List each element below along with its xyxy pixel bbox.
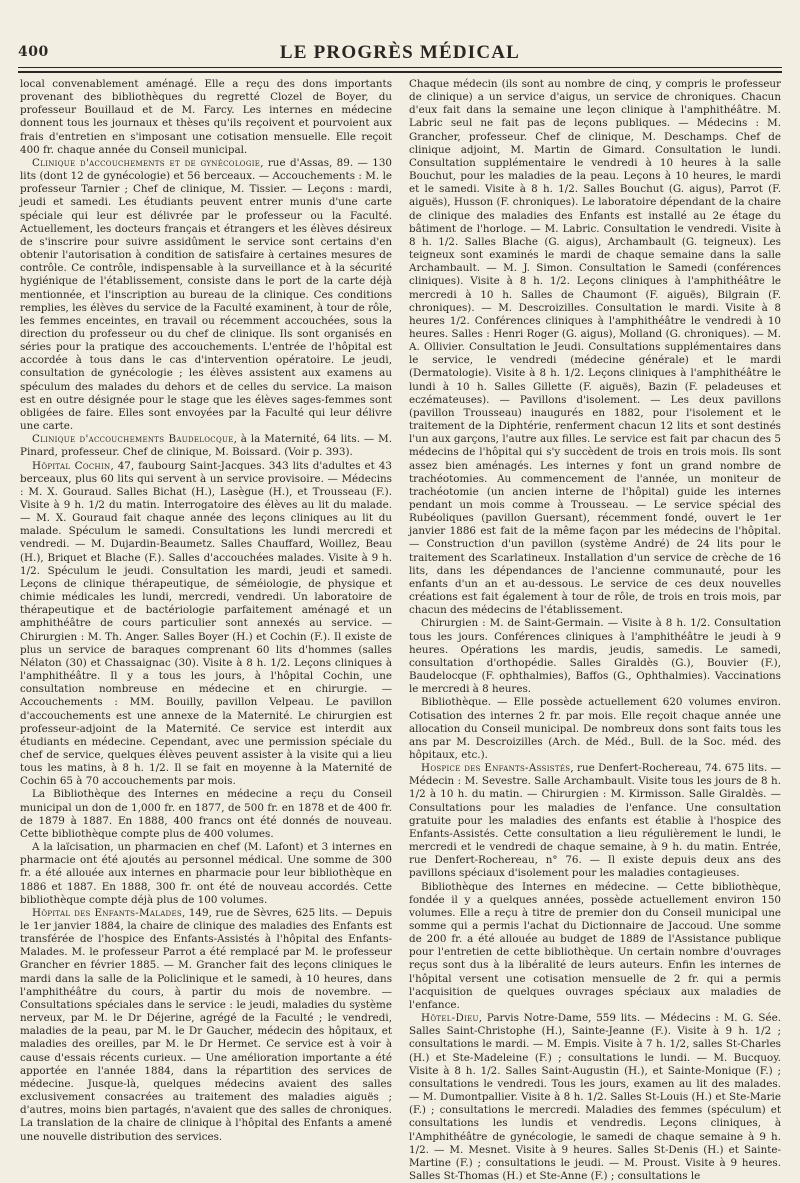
paragraph — [20, 907, 392, 1144]
paragraph — [409, 1012, 781, 1183]
paragraph-text: , à la Maternité, 64 lits. — M. Pinard, professeur. Chef de clinique, M. Boissard. (Voir p. 393). — [20, 433, 392, 459]
paragraph-text: , Parvis Notre-Dame, 559 lits. — Médecins : M. G. Sée. Salles Saint-Christophe (H.), Sainte-Jeanne (F.). Visite à 9 h. 1/2 ; consultations le mardi. — M. Empis. Visite à 7 h. 1/2, salles St-Charles (H.) et Ste-Madeleine (F.) ; consultations le lundi. — M. Bucquoy. Visite à 8 h. 1/2. Salles Saint-Augustin (H.), et Sainte-Monique (F.) ; consultations le vendredi. Tous les jours, examen au lit des malades. — M. Dumontpallier. Visite à 8 h. 1/2. Salles St-Louis (H.) et Ste-Marie (F.) ; consultations le mercredi. Maladies des femmes (spéculum) et consultations les lundis et vendredis. Leçons cliniques, à l'Amphithéâtre de gynécologie, le samedi de chaque semaine à 9 h. 1/2. — M. Mesnet. Visite à 9 heures. Salles St-Denis (H.) et Sainte-Martine (F.) ; consultations le jeudi. — M. Proust. Visite à 9 heures. Salles St-Thomas (H.) et Ste-Anne (F.) ; consultations le — [409, 1012, 781, 1182]
section-heading: Clinique d'accouchements et de gynécologie — [32, 156, 261, 169]
paragraph-text: La Bibliothèque des Internes en médecine a reçu du Conseil municipal un don de 1,000 fr. en 1877, de 500 fr. en 1878 et de 400 fr. de 1879 à 1887. En 1888, 400 francs ont été donnés de nouveau. Cette bibliothèque compte plus de 400 volumes. — [20, 788, 392, 840]
paragraph — [409, 881, 781, 1013]
header-rule-thin — [18, 67, 782, 68]
paragraph-text: Bibliothèque. — Elle possède actuellement 620 volumes environ. Cotisation des internes 2 fr. par mois. Elle reçoit chaque année une allocation du Conseil municipal. De nombreux dons sont faits tous les ans par M. Descroizilles (Arch. de Méd., Bull. de la Soc. méd. des hôpitaux, etc.). — [409, 696, 781, 761]
left-column — [20, 78, 392, 1172]
paragraph — [409, 78, 781, 617]
paragraph-text: , 149, rue de Sèvres, 625 lits. — Depuis le 1er janvier 1884, la chaire de clinique des maladies des Enfants est transférée de l'hospice des Enfants-Assistés à l'hôpital des Enfants-Malades. M. le professeur Parrot a été remplacé par M. le professeur Grancher en février 1885. — M. Grancher fait des leçons cliniques le mardi dans la salle de la Policlinique et le samedi, à 10 heures, dans l'amphithéâtre du cours, à partir du mois de novembre. — Consultations spéciales dans le service : le jeudi, maladies du système nerveux, par M. le Dr Déjerine, agrégé de la Faculté ; le vendredi, maladies de la peau, par M. le Dr Gaucher, médecin des hôpitaux, et maladies des oreilles, par M. le Dr Hermet. Ce service est à voir à cause d'essais récents curieux. — Une amélioration importante a été apportée en l'année 1884, dans la répartition des services de médecine. Jusque-là, quelques médecins avaient des salles exclusivement consacrées au traitement des maladies aiguës ; d'autres, moins bien partagés, n'avaient que des salles de chroniques. La translation de la chaire de clinique à l'hôpital des Enfants a amené une nouvelle distribution des services. — [20, 906, 392, 1143]
section-heading: Hospice des Enfants-Assistés — [421, 762, 571, 775]
paragraph — [409, 696, 781, 762]
paragraph — [20, 433, 392, 459]
paragraph — [20, 460, 392, 789]
paragraph-text: local convenablement aménagé. Elle a reçu des dons importants provenant des bibliothèques du regretté Clozel de Boyer, du professeur Bouillaud et de M. Farcy. Les internes en médecine donnent tous les journaux et thèses qu'ils reçoivent et pourvoient aux frais d'entretien en s'imposant une cotisation mensuelle. Elle reçoit 400 fr. chaque année du Conseil municipal. — [20, 78, 392, 156]
header-rule-thick — [18, 71, 782, 73]
paragraph-text: Chaque médecin (ils sont au nombre de cinq, y compris le professeur de clinique) a un service d'aigus, un service de chroniques. Chacun d'eux fait dans la semaine une leçon clinique à l'amphithéâtre. M. Labric seul ne fait pas de leçons publiques. — Médecins : M. Grancher, professeur. Chef de clinique, M. Deschamps. Chef de clinique adjoint, M. Martin de Gimard. Consultation le lundi. Consultation supplémentaire le vendredi à 10 heures à la salle Bouchut, pour les maladies de la peau. Leçons à 10 heures, le mardi et le samedi. Visite à 8 h. 1/2. Salles Bouchut (G. aigus), Parrot (F. aiguës), Husson (F. chroniques). Le laboratoire dépendant de la chaire de clinique des maladies des Enfants est installé au 2e étage du bâtiment de l'horloge. — M. Labric. Consultation le vendredi. Visite à 8 h. 1/2. Salles Blache (G. aigus), Archambault (G. teigneux). Les teigneux sont examinés le mardi de chaque semaine dans la salle Archambault. — M. J. Simon. Consultation le Samedi (conférences cliniques). Visite à 8 h. 1/2. Leçons cliniques à l'amphithéâtre le mercredi à 10 h. Salles de Chaumont (F. aiguës), Bilgrain (F. chroniques). — M. Descroizilles. Consultation le mardi. Visite à 8 heures 1/2. Conférences cliniques à l'amphithéâtre le vendredi à 10 heures. Salles : Henri Roger (G. aigus), Molland (G. chroniques). — M. A. Ollivier. Consultation le Jeudi. Consultations supplémentaires dans le service, le vendredi (médecine générale) et le mardi (Dermatologie). Visite à 8 h. 1/2. Leçons cliniques à l'amphithéâtre le lundi à 10 h. Salles Gillette (F. aiguës), Bazin (F. peladeuses et eczémateuses). — Pavillons d'isolement. — Les deux pavillons (pavillon Trousseau) inaugurés en 1882, pour l'isolement et le traitement de la Diphtérie, renferment chacun 12 lits et sont destinés l'un aux garçons, l'autre aux filles. Le service est fait par chacun des 5 médecins de l'hôpital qui s'y succèdent de trois en trois mois. Ils sont assez bien aménagés. Les internes y font un grand nombre de trachéotomies. Au commencement de l'année, un moniteur de trachéotomie (un ancien interne de l'hôpital) guide les internes pendant un mois comme à Trousseau. — Le service spécial des Rubéoliques (pavillon Guersant), récemment fondé, ouvert le 1er janvier 1886 est fait de la même façon par les médecins de l'hôpital. — Construction d'un pavillon (système André) de 24 lits pour le traitement des Scarlatineux. Installation d'un service de crèche de 16 lits, dans les dépendances de l'ancienne communauté, pour les enfants d'un an et au-dessous. Le service de ces deux nouvelles créations est fait également à tour de rôle, de trois en trois mois, par chacun des médecins de l'établissement. — [409, 78, 781, 617]
section-heading: Hôpital des Enfants-Malades — [32, 906, 182, 919]
paragraph-text: , rue Denfert-Rochereau, 74. 675 lits. — Médecin : M. Sevestre. Salle Archambault. Visite tous les jours de 8 h. 1/2 à 10 h. du matin. — Chirurgien : M. Kirmisson. Salle Giraldès. — Consultations pour les maladies de l'enfance. Une consultation gratuite pour les maladies des enfants est établie à l'hospice des Enfants-Assistés. Cette consultation a lieu régulièrement le lundi, le mercredi et le vendredi de chaque semaine, à 9 h. du matin. Entrée, rue Denfert-Rochereau, n° 76. — Il existe depuis deux ans des pavillons spéciaux d'isolement pour les maladies contagieuses. — [409, 762, 781, 880]
page-number: 400 — [18, 44, 49, 60]
right-column — [409, 78, 781, 1182]
paragraph — [20, 788, 392, 841]
paragraph-text: Chirurgien : M. de Saint-Germain. — Visite à 8 h. 1/2. Consultation tous les jours. Conférences cliniques à l'amphithéâtre le jeudi à 9 heures. Opérations les mardis, jeudis, samedis. Le samedi, consultation d'orthopédie. Salles Giraldès (G.), Bouvier (F.), Baudelocque (F. ophthalmies), Baffos (G., Ophthalmies). Vaccinations le mercredi à 8 heures. — [409, 617, 781, 696]
paragraph-text: , rue d'Assas, 89. — 130 lits (dont 12 de gynécologie) et 56 berceaux. — Accouchements : M. le professeur Tarnier ; Chef de clinique, M. Tissier. — Leçons : mardi, jeudi et samedi. Les étudiants peuvent entrer munis d'une carte spéciale qui leur est délivrée par le professeur ou la Faculté. Actuellement, les docteurs français et étrangers et les élèves désireux de s'inscrire pour suivre assidûment le service sont certains d'en obtenir l'autorisation à condition de satisfaire à certaines mesures de contrôle. Ce contrôle, indispensable à la surveillance et à la sécurité hygiénique de l'établissement, consiste dans le port de la carte déjà mentionnée, et l'inscription au bureau de la clinique. Ces conditions remplies, les élèves du service de la Faculté examinent, à tour de rôle, les femmes enceintes, en travail ou récemment accouchées, sous la direction du professeur ou du chef de clinique. Ils sont organisés en séries pour la pratique des accouchements. L'entrée de l'hôpital est accordée à tous dans le cas d'intervention opératoire. Le jeudi, consultation de gynécologie ; les élèves assistent aux examens au spéculum des malades du dehors et de celles du service. La maison est en outre désignée pour le stage que les élèves sages-femmes sont obligées de faire. Elles sont envoyées par la Faculté qui leur délivre une carte. — [20, 156, 392, 433]
paragraph — [409, 617, 781, 696]
paragraph-text: , 47, faubourg Saint-Jacques. 343 lits d'adultes et 43 berceaux, plus 60 lits qui servent à un service provisoire. — Médecins : M. X. Gouraud. Salles Bichat (H.), Lasègue (H.), et Trousseau (F.). Visite à 9 h. 1/2 du matin. Interrogatoire des élèves au lit du malade. — M. X. Gouraud fait chaque année des leçons cliniques au lit du malade. Spéculum le samedi. Consultations les lundi mercredi et vendredi. — M. Dujardin-Beaumetz. Salles Chauffard, Woillez, Beau (H.), Briquet et Blache (F.). Salles d'accouchées malades. Visite à 9 h. 1/2. Spéculum le jeudi. Consultation les mardi, jeudi et samedi. Leçons de clinique thérapeutique, de séméiologie, de physique et chimie médicales les lundi, mercredi, vendredi. Un laboratoire de thérapeutique et de bactériologie parfaitement aménagé et un amphithéâtre de cours particulier sont annexés au service. — Chirurgien : M. Th. Anger. Salles Boyer (H.) et Cochin (F.). Il existe de plus un service de baraques comprenant 60 lits d'hommes (salles Nélaton (30) et Chassaignac (30). Visite à 8 h. 1/2. Leçons cliniques à l'amphithéâtre. Il y a tous les jours, à l'hôpital Cochin, une consultation nombreuse en médecine et en chirurgie. — Accouchements : MM. Bouilly, pavillon Velpeau. Le pavillon d'accouchements est une annexe de la Maternité. Le chirurgien est professeur-adjoint de la Maternité. Ce service est interdit aux étudiants en médecine. Cependant, avec une permission spéciale du chef de service, quelques élèves peuvent assister à la visite qui a lieu tous les matins, à 8 h. 1/2. Il se fait en moyenne à la Maternité de Cochin 65 à 70 accouchements par mois. — [20, 459, 392, 788]
section-heading: Hôtel-Dieu — [421, 1012, 479, 1025]
paragraph-text: A la laïcisation, un pharmacien en chef (M. Lafont) et 3 internes en pharmacie ont été ajoutés au personnel médical. Une somme de 300 fr. a été allouée aux internes en pharmacie pour leur bibliothèque en 1886 et 1887. En 1888, 300 fr. ont été de nouveau accordés. Cette bibliothèque compte déjà plus de 100 volumes. — [20, 841, 392, 906]
paragraph — [409, 762, 781, 880]
page-header — [18, 42, 782, 64]
journal-title: LE PROGRÈS MÉDICAL — [279, 42, 521, 63]
paragraph-text: Bibliothèque des Internes en médecine. — Cette bibliothèque, fondée il y a quelques années, possède actuellement environ 150 volumes. Elle a reçu à titre de premier don du Conseil municipal une somme qui a permis l'achat du Dictionnaire de Jaccoud. Une somme de 200 fr. a été allouée au budget de 1889 de l'Assistance publique pour l'entretien de cette bibliothèque. Un certain nombre d'ouvrages reçus sont dus à la libéralité de leurs auteurs. Enfin les internes de l'hôpital versent une cotisation mensuelle de 2 fr. qui a permis l'acquisition de quelques ouvrages spéciaux aux maladies de l'enfance. — [409, 880, 781, 1011]
paragraph — [20, 841, 392, 907]
section-heading: Clinique d'accouchements Baudelocque — [32, 433, 234, 446]
paragraph — [20, 78, 392, 157]
section-heading: Hôpital Cochin — [32, 459, 111, 472]
paragraph — [20, 157, 392, 433]
